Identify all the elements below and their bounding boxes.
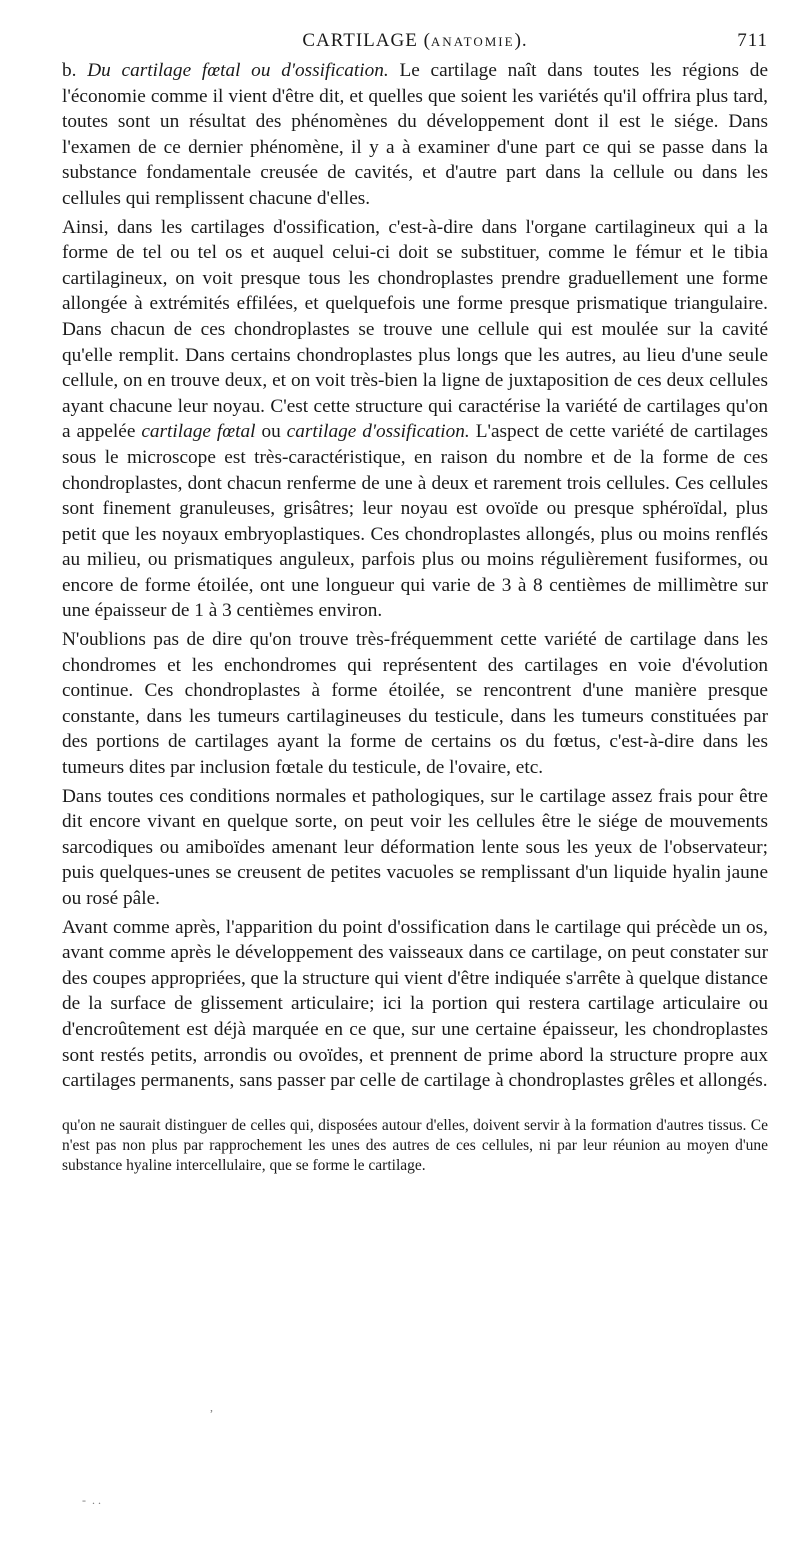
- paragraph-2-text-a: Ainsi, dans les cartilages d'ossification, c'est-à-dire dans l'organe cartilagineux qui a la forme de tel ou tel os et auquel celui-ci doit se substituer, comme le fémur et le tibia cartilagineux, on voit presque tous les chondroplastes prendre graduellement une forme allongée à extrémités effilées, et quelquefois une forme presque prismatique triangulaire. Dans chacun de ces chondroplastes se trouve une cellule qui est moulée sur la cavité qu'elle remplit. Dans certains chondroplastes plus longs que les autres, au lieu d'une seule cellule, on en trouve deux, et on voit très-bien la ligne de juxtaposition de ces deux cellules ayant chacune leur noyau. C'est cette structure qui caractérise la variété de cartilages qu'on a appelée: [62, 216, 768, 443]
- section-label: b.: [62, 60, 77, 81]
- running-title-end: ).: [514, 30, 528, 51]
- section-heading: Du cartilage fœtal ou d'ossification.: [87, 60, 389, 81]
- paragraph-2-text-c: L'aspect de cette variété de cartilages sous le microscope est très-caractéristique, en raison du nombre et de la forme de ces chondroplastes, dont chacun renferme de une à deux et rarement trois cellules. Ces cellules sont finement granuleuses, grisâtres; leur noyau est ovoïde ou presque sphéroïdal, plus petit que les noyaux embryoplastiques. Ces chondroplastes allongés, plus ou moins renflés au milieu, ou prismatiques anguleux, parfois plus ou moins régulièrement fusiformes, ou encore de forme étoilée, ont une longueur qui varie de 3 à 8 centièmes de millimètre sur une épaisseur de 1 à 3 centièmes environ.: [62, 421, 768, 622]
- paragraph-2-term-2: cartilage d'ossification.: [286, 421, 470, 443]
- footnote-text: qu'on ne saurait distinguer de celles qui, disposées autour d'elles, doivent servir à la formation d'autres tissus. Ce n'est pas non plus par rapprochement les unes des autres de ces cellules, ni par leur réunion au moyen d'une substance hyaline intercellulaire, que se forme le cartilage.: [62, 1116, 768, 1174]
- running-head: [62, 28, 768, 58]
- scan-speck: ,: [210, 1400, 213, 1414]
- footnote: [62, 1116, 768, 1176]
- running-title: [62, 30, 768, 52]
- paragraph-3: N'oublions pas de dire qu'on trouve très-fréquemment cette variété de cartilage dans les chondromes et les enchondromes qui représentent des cartilages en voie d'évolution continue. Ces chondroplastes à forme étoilée, se rencontrent d'une manière presque constante, dans les tumeurs cartilagineuses du testicule, dans les tumeurs constituées par des portions de cartilages ayant la forme de certains os du fœtus, c'est-à-dire dans les tumeurs dites par inclusion fœtale du testicule, de l'ovaire, etc.: [62, 629, 768, 779]
- page-number: 711: [737, 30, 768, 51]
- paragraph-2: [62, 215, 768, 625]
- paragraph-1-text: Le cartilage naît dans toutes les régions de l'économie comme il vient d'être dit, et quelles que soient les variétés qu'il offrira plus tard, toutes sont un résultat des phénomènes du développement dont il est le siége. Dans l'examen de ce dernier phénomène, il y a à examiner d'une part ce qui se passe dans la substance fondamentale creusée de cavités, et d'autre part dans la cellule ou dans les cellules qui remplissent chacune d'elles.: [62, 60, 769, 209]
- paragraph-4: Dans toutes ces conditions normales et pathologiques, sur le cartilage assez frais pour être dit encore vivant en quelque sorte, on peut voir les cellules être le siége de mouvements sarcodiques ou amiboïdes amenant leur déformation lente sous les yeux de l'observateur; puis quelques-unes se creusent de petites vacuoles se remplissant d'un liquide hyalin jaune ou rosé pâle.: [62, 785, 768, 909]
- paragraph-2-term-1: cartilage fœtal: [141, 421, 256, 443]
- page: [62, 28, 768, 1176]
- scan-speck: - . .: [82, 1493, 101, 1507]
- paragraph-1: [62, 58, 768, 212]
- running-title-main: CARTILAGE (: [302, 30, 431, 51]
- running-title-small-caps: ANATOMIE: [430, 34, 515, 49]
- body-text: [62, 58, 768, 1094]
- paragraph-2-text-b: ou: [255, 421, 287, 443]
- paragraph-5: Avant comme après, l'apparition du point d'ossification dans le cartilage qui précède un os, avant comme après le développement des vaisseaux dans ce cartilage, on peut constater sur des coupes appropriées, que la structure qui vient d'être indiquée s'arrête à quelque distance de la surface de glissement articulaire; ici la portion qui restera cartilage articulaire ou d'encroûtement est déjà marquée en ce que, sur une certaine épaisseur, les chondroplastes sont restés petits, arrondis ou ovoïdes, et prennent de prime abord la structure propre aux cartilages permanents, sans passer par celle de cartilage à chondroplastes grêles et allongés.: [62, 916, 768, 1092]
